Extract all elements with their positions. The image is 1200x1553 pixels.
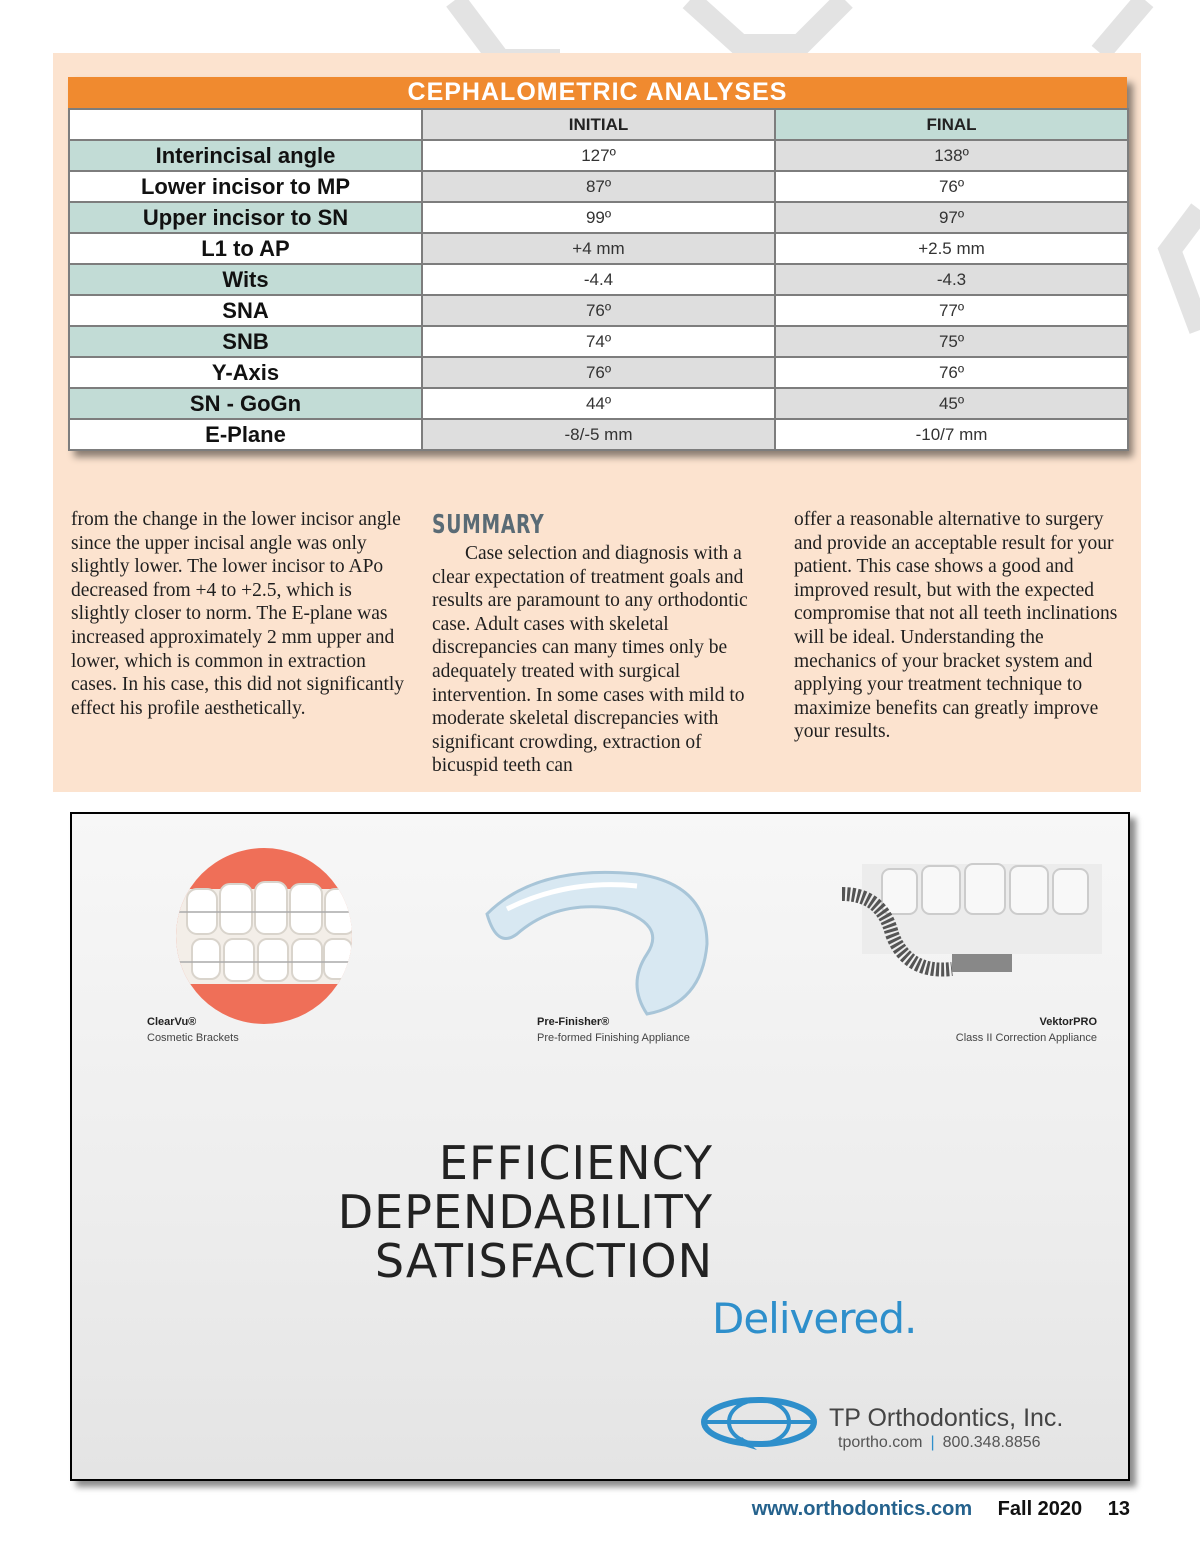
initial-value: 76º xyxy=(422,357,775,388)
vektorpro-appliance-image xyxy=(822,854,1102,994)
clearvu-label xyxy=(147,1014,239,1046)
advertisement xyxy=(70,812,1130,1481)
article-column-1 xyxy=(71,508,411,720)
header-initial: INITIAL xyxy=(422,109,775,140)
initial-value: +4 mm xyxy=(422,233,775,264)
row-label: Lower incisor to MP xyxy=(69,171,422,202)
final-value: 138º xyxy=(775,140,1128,171)
final-value: -4.3 xyxy=(775,264,1128,295)
table-row xyxy=(69,233,1128,264)
footer-url[interactable]: www.orthodontics.com xyxy=(751,1498,973,1520)
final-value: +2.5 mm xyxy=(775,233,1128,264)
initial-value: 74º xyxy=(422,326,775,357)
article-paragraph: offer a reasonable alternative to surgery and provide an acceptable result for your patient. This case shows a good and improved result, but with the expected compromise that not all teeth inclinations will be ideal. Understanding the mechanics of your bracket system and applying your treatment technique to maximize benefits can greatly improve your results. xyxy=(794,509,1118,743)
cephalometric-table xyxy=(68,77,1127,451)
table-row xyxy=(69,419,1128,450)
headline-line: SATISFACTION xyxy=(374,1234,713,1288)
header-final: FINAL xyxy=(775,109,1128,140)
initial-value: -8/-5 mm xyxy=(422,419,775,450)
initial-value: 99º xyxy=(422,202,775,233)
initial-value: -4.4 xyxy=(422,264,775,295)
company-contact xyxy=(838,1434,1041,1452)
footer-issue: Fall 2020 xyxy=(997,1498,1083,1520)
table-row xyxy=(69,326,1128,357)
table-row xyxy=(69,140,1128,171)
headline-line: EFFICIENCY xyxy=(438,1136,713,1190)
pre-finisher-label xyxy=(537,1014,690,1046)
final-value: 76º xyxy=(775,357,1128,388)
table-title: CEPHALOMETRIC ANALYSES xyxy=(68,77,1127,108)
final-value: 45º xyxy=(775,388,1128,419)
ad-headline xyxy=(337,1136,713,1288)
row-label: Y-Axis xyxy=(69,357,422,388)
page-footer xyxy=(752,1498,1130,1521)
row-label: Upper incisor to SN xyxy=(69,202,422,233)
row-label: Interincisal angle xyxy=(69,140,422,171)
row-label: L1 to AP xyxy=(69,233,422,264)
company-website[interactable]: tportho.com xyxy=(838,1434,923,1451)
initial-value: 87º xyxy=(422,171,775,202)
row-label: E-Plane xyxy=(69,419,422,450)
headline-line: DEPENDABILITY xyxy=(337,1185,713,1239)
article-paragraph: Case selection and diagnosis with a clear expectation of treatment goals and results are paramount to any orthodontic case. Adult cases with skeletal discrepancies can many times only be adequately treated with surgical intervention. In some cases with mild to moderate skeletal discrepancies with significant crowding, extraction of bicuspid teeth can xyxy=(432,543,748,777)
table-header-row xyxy=(69,109,1128,140)
product-desc: Class II Correction Appliance xyxy=(955,1032,1097,1044)
company-phone: 800.348.8856 xyxy=(942,1434,1041,1451)
clearvu-brackets-image xyxy=(172,844,357,1029)
product-desc: Pre-formed Finishing Appliance xyxy=(537,1032,690,1044)
final-value: 75º xyxy=(775,326,1128,357)
ad-tagline: Delivered. xyxy=(712,1294,917,1343)
pre-finisher-appliance-image xyxy=(477,854,717,1024)
article-column-3 xyxy=(794,508,1129,744)
article-paragraph: from the change in the lower incisor angle since the upper incisal angle was only slightly lower. The lower incisor to APo decreased from +4 to +2.5, which is slightly closer to norm. The E-plane was increased approximately 2 mm upper and lower, which is common in extraction cases. In his case, this did not significantly effect his profile aesthetically. xyxy=(71,509,405,719)
row-label: SNB xyxy=(69,326,422,357)
product-name: VektorPRO xyxy=(1039,1016,1097,1028)
final-value: -10/7 mm xyxy=(775,419,1128,450)
row-label: SNA xyxy=(69,295,422,326)
article-column-2 xyxy=(432,508,772,778)
summary-heading: SUMMARY xyxy=(432,510,545,540)
table-row xyxy=(69,357,1128,388)
product-desc: Cosmetic Brackets xyxy=(147,1032,239,1044)
company-name: TP Orthodontics, Inc. xyxy=(829,1404,1064,1432)
product-name: ClearVu® xyxy=(147,1016,197,1028)
table-row xyxy=(69,295,1128,326)
row-label: Wits xyxy=(69,264,422,295)
row-label: SN - GoGn xyxy=(69,388,422,419)
vektorpro-label xyxy=(912,1014,1097,1046)
product-name: Pre-Finisher® xyxy=(537,1016,610,1028)
final-value: 77º xyxy=(775,295,1128,326)
page-number: 13 xyxy=(1107,1498,1130,1520)
table-row xyxy=(69,388,1128,419)
header-blank xyxy=(69,109,422,140)
data-table xyxy=(68,108,1129,451)
table-row xyxy=(69,264,1128,295)
contact-separator: | xyxy=(930,1434,935,1451)
table-row xyxy=(69,202,1128,233)
final-value: 97º xyxy=(775,202,1128,233)
final-value: 76º xyxy=(775,171,1128,202)
initial-value: 44º xyxy=(422,388,775,419)
globe-logo-icon xyxy=(697,1392,827,1452)
initial-value: 76º xyxy=(422,295,775,326)
initial-value: 127º xyxy=(422,140,775,171)
table-row xyxy=(69,171,1128,202)
